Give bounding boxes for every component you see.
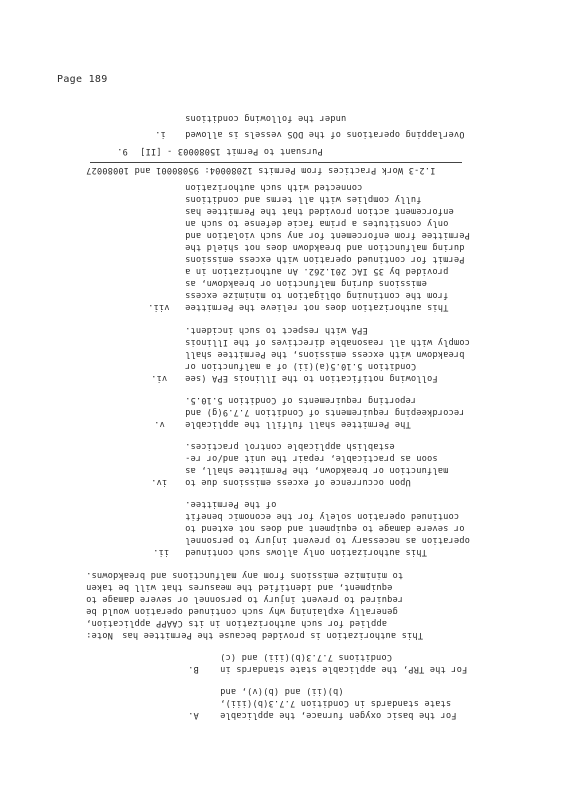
text-line: continued operation solely for the economic benefit: [185, 511, 460, 521]
item-marker: iv.: [151, 477, 168, 487]
text-line: This authorization does not relieve the Permittee: [185, 302, 449, 312]
section-rule: [90, 162, 462, 163]
text-line: comply with all reasonable directives of the Illinois: [185, 337, 470, 347]
item-marker: 9.: [117, 146, 128, 156]
text-line: Following notification to the Illinois EPA (see: [185, 373, 438, 383]
text-line: fully complies with all terms and conditions: [185, 194, 422, 204]
text-line: Upon occurrence of excess emissions due to: [185, 477, 411, 487]
text-line: only constitutes a prima facie defense to such an: [185, 218, 449, 228]
text-line: Pursuant to Permit 15080003 - [II]: [140, 146, 323, 156]
note-line: applied for such authorization in its CAAPP application,: [86, 618, 387, 628]
note-line: required to prevent injury to personnel or severe damage to: [86, 594, 404, 604]
text-line: recordkeeping requirements of Condition 7.7.9(g) and: [185, 407, 465, 417]
text-line: For the TRP, the applicable state standards in: [220, 664, 468, 674]
text-line: from the continuing obligation to minimize excess: [185, 290, 449, 300]
text-line: Permit for continued operation with excess emissions: [185, 254, 465, 264]
note-line: This authorization is provided because the Permittee has: [122, 630, 423, 640]
item-marker: vi.: [151, 373, 168, 383]
item-marker: vii.: [148, 302, 170, 312]
text-line: during malfunction and breakdown does not shield the: [185, 242, 465, 252]
text-line: (b)(ii) and (b)(v), and: [220, 686, 344, 696]
text-line: enforcement action provided that the Permittee has: [185, 206, 454, 216]
text-line: Conditions 7.7.3(b)(iii) and (c): [220, 652, 392, 662]
text-line: Condition 5.10.5(a)(ii) of a malfunction or: [185, 361, 417, 371]
item-marker: v.: [154, 419, 165, 429]
text-line: The Permittee shall fulfill the applicable: [185, 419, 411, 429]
text-line: Overlapping operations of the DOS vessels is allowed: [185, 129, 465, 139]
page-number: Page 189: [57, 74, 108, 85]
text-line: malfunction or breakdown, the Permittee shall, as: [185, 465, 449, 475]
text-line: soon as practicable, repair the unit and/or re-: [185, 453, 438, 463]
text-line: emissions during malfunction or breakdown, as: [185, 278, 427, 288]
text-line: of the Permittee.: [185, 499, 277, 509]
section-heading: I.2-3 Work Practices from Permits 12080004: 95080001 and 10080027: [86, 165, 436, 175]
item-marker: A.: [188, 710, 199, 720]
text-line: breakdown with excess emissions, the Permittee shall: [185, 349, 465, 359]
text-line: This authorization only allows such continued: [185, 547, 427, 557]
note-line: equipment, and identified the measures that will be taken: [86, 582, 393, 592]
text-line: For the basic oxygen furnace, the applicable: [220, 710, 457, 720]
text-line: reporting requirements of Condition 5.10.5.: [185, 395, 417, 405]
item-marker: i.: [155, 129, 166, 139]
text-line: state standards in Condition 7.7.3(b)(iii),: [220, 698, 452, 708]
note-line: generally explaining why such continued operation would be: [86, 606, 398, 616]
note-line: to minimize emissions from any malfunctions and breakdowns.: [86, 570, 404, 580]
note-label: Note:: [86, 630, 113, 640]
item-marker: B.: [188, 664, 199, 674]
text-line: EPA with respect to such incident.: [185, 325, 368, 335]
text-line: provided by 35 IAC 201.262. An authorization in a: [185, 266, 449, 276]
text-line: or severe damage to equipment and does not extend to: [185, 523, 465, 533]
text-line: under the following conditions: [185, 113, 347, 123]
text-line: operation as necessary to prevent injury to personnel: [185, 535, 470, 545]
text-line: Permittee from enforcement for any such violation and: [185, 230, 470, 240]
text-line: connected with such authorization: [185, 182, 363, 192]
text-line: establish applicable control practices.: [185, 441, 395, 451]
item-marker: ii.: [153, 547, 170, 557]
